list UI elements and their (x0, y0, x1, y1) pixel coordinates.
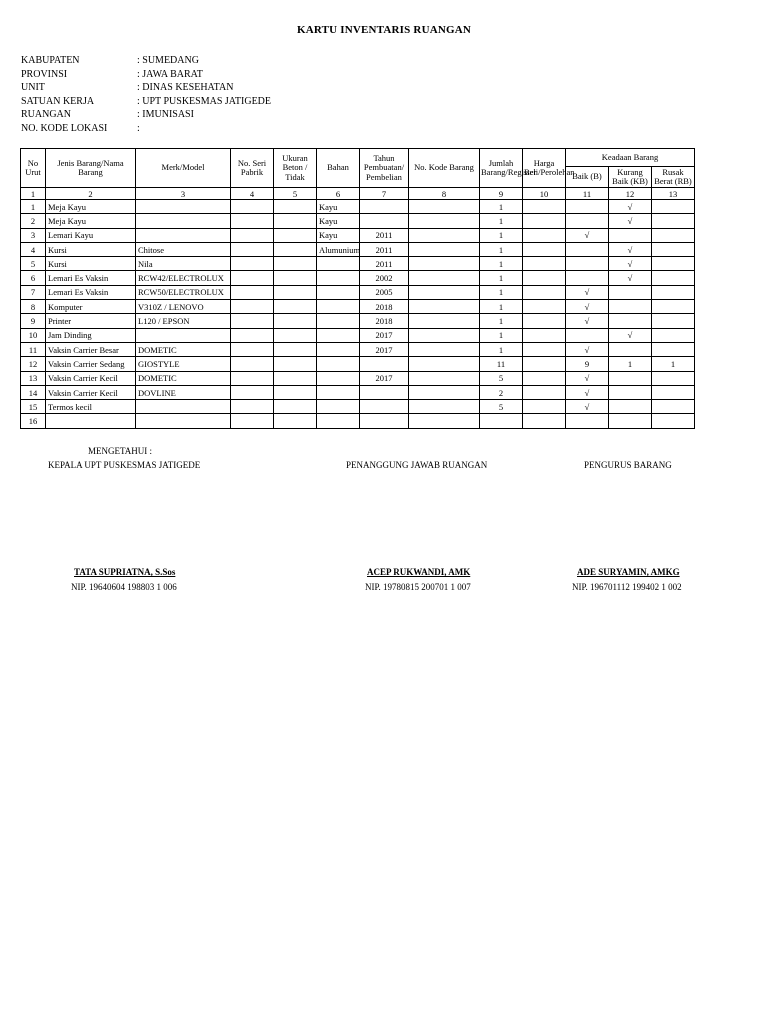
column-number-cell: 3 (136, 188, 231, 200)
table-cell (409, 357, 480, 371)
table-cell (523, 242, 566, 256)
table-cell (231, 300, 274, 314)
table-cell (360, 357, 409, 371)
table-cell: 1 (480, 214, 523, 228)
table-cell: Lemari Es Vaksin (46, 271, 136, 285)
table-cell (317, 257, 360, 271)
table-row (21, 200, 695, 214)
table-cell: Vaksin Carrier Kecil (46, 385, 136, 399)
table-cell: 10 (21, 328, 46, 342)
table-cell: 1 (480, 300, 523, 314)
info-row-kabupaten (21, 54, 271, 68)
table-cell: √ (566, 342, 609, 356)
info-label: PROVINSI (21, 68, 68, 80)
column-number-cell: 7 (360, 188, 409, 200)
table-cell (609, 300, 652, 314)
table-cell (566, 257, 609, 271)
column-number-cell: 2 (46, 188, 136, 200)
table-cell: 14 (21, 385, 46, 399)
table-cell (409, 314, 480, 328)
table-row (21, 242, 695, 256)
table-cell (523, 300, 566, 314)
table-cell: 1 (480, 314, 523, 328)
table-cell (609, 314, 652, 328)
table-cell: 1 (480, 257, 523, 271)
table-cell: Kayu (317, 214, 360, 228)
table-cell (566, 328, 609, 342)
info-value: : UPT PUSKESMAS JATIGEDE (137, 95, 272, 107)
table-cell (523, 228, 566, 242)
table-cell (274, 257, 317, 271)
table-cell (523, 414, 566, 428)
table-cell (274, 342, 317, 356)
table-cell (274, 271, 317, 285)
table-cell (317, 342, 360, 356)
table-cell (652, 228, 695, 242)
table-cell (274, 371, 317, 385)
table-cell: 2011 (360, 228, 409, 242)
info-label: KABUPATEN (21, 55, 80, 66)
table-cell (317, 314, 360, 328)
table-cell (652, 242, 695, 256)
column-number-cell: 6 (317, 188, 360, 200)
table-cell: L120 / EPSON (136, 314, 231, 328)
table-cell (274, 414, 317, 428)
table-cell: 12 (21, 357, 46, 371)
table-cell: 9 (21, 314, 46, 328)
table-cell (652, 300, 695, 314)
info-row-unit (21, 81, 271, 95)
left-signatory-nip: NIP. 19640604 198803 1 006 (71, 582, 177, 592)
table-cell: Printer (46, 314, 136, 328)
info-label: NO. KODE LOKASI (21, 122, 108, 134)
table-cell (652, 257, 695, 271)
table-cell: Komputer (46, 300, 136, 314)
table-cell: √ (609, 271, 652, 285)
table-cell: 9 (566, 357, 609, 371)
table-cell: √ (566, 314, 609, 328)
table-cell: 16 (21, 414, 46, 428)
table-cell: 11 (21, 342, 46, 356)
table-cell: √ (609, 214, 652, 228)
table-cell (652, 271, 695, 285)
table-cell (609, 385, 652, 399)
table-row (21, 214, 695, 228)
table-cell (231, 328, 274, 342)
right-signatory-title: PENGURUS BARANG (584, 460, 672, 470)
table-cell: Vaksin Carrier Kecil (46, 371, 136, 385)
table-cell: 2017 (360, 342, 409, 356)
column-number-cell: 8 (409, 188, 480, 200)
table-cell (409, 400, 480, 414)
table-cell (409, 385, 480, 399)
table-cell: Vaksin Carrier Sedang (46, 357, 136, 371)
table-cell: RCW42/ELECTROLUX (136, 271, 231, 285)
table-cell: √ (566, 371, 609, 385)
table-cell (274, 328, 317, 342)
table-cell (566, 414, 609, 428)
col-header-bahan: Bahan (317, 149, 360, 188)
left-signatory-title: KEPALA UPT PUSKESMAS JATIGEDE (48, 460, 201, 470)
table-cell: 1 (609, 357, 652, 371)
table-cell: 6 (21, 271, 46, 285)
col-header-seri: No. Seri Pabrik (231, 149, 274, 188)
info-value: : SUMEDANG (137, 55, 199, 66)
col-header-kurang-baik: Kurang Baik (KB) (609, 167, 652, 188)
column-number-cell: 9 (480, 188, 523, 200)
table-cell (652, 214, 695, 228)
column-number-cell: 10 (523, 188, 566, 200)
table-cell: RCW50/ELECTROLUX (136, 285, 231, 299)
table-cell: √ (566, 228, 609, 242)
table-cell (317, 328, 360, 342)
col-header-harga: Harga Beli/Perolehan (523, 149, 566, 188)
table-cell: 1 (652, 357, 695, 371)
table-cell: 1 (480, 285, 523, 299)
table-cell: 3 (21, 228, 46, 242)
table-cell (409, 285, 480, 299)
table-cell: 1 (480, 200, 523, 214)
table-cell (231, 314, 274, 328)
table-cell: DOMETIC (136, 371, 231, 385)
right-signatory-nip: NIP. 196701112 199402 1 002 (572, 582, 682, 592)
table-cell (409, 242, 480, 256)
table-cell: 2017 (360, 328, 409, 342)
table-cell (652, 285, 695, 299)
column-number-cell: 1 (21, 188, 46, 200)
table-cell (274, 228, 317, 242)
table-cell: 2005 (360, 285, 409, 299)
table-cell (136, 200, 231, 214)
table-cell (409, 328, 480, 342)
table-cell: 1 (480, 228, 523, 242)
inventory-table (20, 148, 695, 429)
table-cell: 8 (21, 300, 46, 314)
col-header-jumlah: Jumlah Barang/Register (480, 149, 523, 188)
table-cell (652, 314, 695, 328)
table-cell (136, 328, 231, 342)
table-cell: 7 (21, 285, 46, 299)
table-cell: DOVLINE (136, 385, 231, 399)
table-cell: √ (566, 300, 609, 314)
table-cell (46, 414, 136, 428)
table-cell: Alumunium (317, 242, 360, 256)
table-cell (566, 242, 609, 256)
table-cell: 2 (21, 214, 46, 228)
table-cell (231, 357, 274, 371)
column-number-cell: 13 (652, 188, 695, 200)
table-cell: Kursi (46, 242, 136, 256)
table-row (21, 257, 695, 271)
table-cell: Kayu (317, 200, 360, 214)
table-cell: 1 (21, 200, 46, 214)
table-cell: 2017 (360, 371, 409, 385)
table-cell (409, 371, 480, 385)
table-cell (523, 385, 566, 399)
table-row (21, 314, 695, 328)
table-cell: Lemari Es Vaksin (46, 285, 136, 299)
table-cell: Chitose (136, 242, 231, 256)
table-cell (274, 200, 317, 214)
table-row (21, 414, 695, 428)
table-cell: Termos kecil (46, 400, 136, 414)
table-cell (231, 200, 274, 214)
table-cell: 15 (21, 400, 46, 414)
col-header-no: No Urut (21, 149, 46, 188)
table-header-row (21, 149, 695, 167)
middle-signatory-title: PENANGGUNG JAWAB RUANGAN (346, 460, 488, 470)
table-cell: 2 (480, 385, 523, 399)
table-cell (274, 214, 317, 228)
table-cell (274, 242, 317, 256)
table-row (21, 300, 695, 314)
info-row-provinsi (21, 68, 271, 82)
middle-signatory-name: ACEP RUKWANDI, AMK (367, 567, 471, 577)
table-cell: V310Z / LENOVO (136, 300, 231, 314)
middle-signatory-nip: NIP. 19780815 200701 1 007 (365, 582, 471, 592)
table-row (21, 328, 695, 342)
table-cell (566, 200, 609, 214)
column-number-cell: 4 (231, 188, 274, 200)
table-cell (360, 400, 409, 414)
table-cell (609, 228, 652, 242)
table-cell (523, 357, 566, 371)
table-cell (652, 200, 695, 214)
table-cell (523, 200, 566, 214)
table-cell (609, 371, 652, 385)
table-cell: 1 (480, 271, 523, 285)
table-cell (274, 357, 317, 371)
right-signatory-name: ADE SURYAMIN, AMKG (577, 567, 680, 577)
table-cell: 5 (480, 400, 523, 414)
table-cell: √ (609, 328, 652, 342)
table-cell (609, 414, 652, 428)
info-row-satuan-kerja (21, 95, 271, 109)
table-cell (231, 414, 274, 428)
info-value: : IMUNISASI (137, 109, 194, 121)
table-cell (523, 371, 566, 385)
table-cell: √ (566, 285, 609, 299)
left-signatory-name: TATA SUPRIATNA, S.Sos (74, 567, 176, 577)
table-cell (231, 271, 274, 285)
info-label: RUANGAN (21, 109, 71, 121)
info-value: : JAWA BARAT (137, 68, 203, 80)
table-cell (360, 414, 409, 428)
table-cell (409, 257, 480, 271)
table-cell (409, 342, 480, 356)
table-row (21, 385, 695, 399)
table-cell: Meja Kayu (46, 200, 136, 214)
table-cell: 2011 (360, 257, 409, 271)
table-cell (609, 342, 652, 356)
col-header-keadaan: Keadaan Barang (566, 149, 695, 167)
column-number-cell: 12 (609, 188, 652, 200)
table-cell (409, 414, 480, 428)
table-cell (523, 214, 566, 228)
table-cell (274, 300, 317, 314)
info-value: : (137, 122, 140, 134)
table-cell (317, 385, 360, 399)
table-cell (231, 242, 274, 256)
table-cell (609, 400, 652, 414)
table-cell: Lemari Kayu (46, 228, 136, 242)
table-cell (136, 400, 231, 414)
table-cell (360, 214, 409, 228)
mengetahui-label: MENGETAHUI : (88, 446, 153, 456)
table-cell (409, 200, 480, 214)
table-cell (317, 371, 360, 385)
table-cell (317, 271, 360, 285)
table-cell (652, 342, 695, 356)
table-cell (360, 385, 409, 399)
info-value: : DINAS KESEHATAN (137, 82, 234, 94)
table-cell: 2011 (360, 242, 409, 256)
table-cell: Jam Dinding (46, 328, 136, 342)
column-number-cell: 5 (274, 188, 317, 200)
table-row (21, 400, 695, 414)
table-cell (523, 271, 566, 285)
table-cell (409, 300, 480, 314)
table-cell (231, 400, 274, 414)
info-row-ruangan (21, 108, 271, 122)
table-cell: 11 (480, 357, 523, 371)
table-cell (231, 214, 274, 228)
info-block (21, 54, 271, 136)
table-cell (523, 400, 566, 414)
table-cell (480, 414, 523, 428)
table-cell (317, 400, 360, 414)
table-cell (409, 271, 480, 285)
table-cell (652, 414, 695, 428)
table-cell: √ (566, 385, 609, 399)
info-label: SATUAN KERJA (21, 95, 95, 107)
column-number-row (21, 188, 695, 200)
table-cell (274, 285, 317, 299)
table-cell: Nila (136, 257, 231, 271)
table-cell (317, 285, 360, 299)
table-cell: 4 (21, 242, 46, 256)
col-header-tahun: Tahun Pembuatan/ Pembelian (360, 149, 409, 188)
table-cell (409, 214, 480, 228)
table-cell (317, 300, 360, 314)
table-cell: Kayu (317, 228, 360, 242)
table-row (21, 271, 695, 285)
table-cell (136, 214, 231, 228)
table-cell: 1 (480, 242, 523, 256)
table-cell: 13 (21, 371, 46, 385)
col-header-jenis: Jenis Barang/Nama Barang (46, 149, 136, 188)
table-cell (523, 285, 566, 299)
table-cell (231, 342, 274, 356)
table-cell: DOMETIC (136, 342, 231, 356)
table-row (21, 228, 695, 242)
table-cell: 2018 (360, 300, 409, 314)
table-cell: √ (609, 257, 652, 271)
table-cell (274, 314, 317, 328)
table-cell (652, 385, 695, 399)
info-row-kode-lokasi (21, 122, 271, 136)
table-row (21, 357, 695, 371)
table-cell: GIOSTYLE (136, 357, 231, 371)
table-cell: 5 (480, 371, 523, 385)
table-cell (409, 228, 480, 242)
table-cell (317, 414, 360, 428)
table-cell (523, 257, 566, 271)
table-cell: 1 (480, 342, 523, 356)
table-cell (317, 357, 360, 371)
table-cell (274, 385, 317, 399)
table-cell (231, 257, 274, 271)
table-cell (566, 214, 609, 228)
table-cell (231, 228, 274, 242)
table-cell: 2002 (360, 271, 409, 285)
table-cell: Vaksin Carrier Besar (46, 342, 136, 356)
table-cell: √ (609, 200, 652, 214)
table-row (21, 371, 695, 385)
col-header-merk: Merk/Model (136, 149, 231, 188)
col-header-rusak-berat: Rusak Berat (RB) (652, 167, 695, 188)
table-cell (566, 271, 609, 285)
table-cell (523, 328, 566, 342)
table-cell: Meja Kayu (46, 214, 136, 228)
table-row (21, 285, 695, 299)
table-cell (231, 285, 274, 299)
table-cell: √ (566, 400, 609, 414)
table-cell (609, 285, 652, 299)
info-label: UNIT (21, 82, 45, 94)
column-number-cell: 11 (566, 188, 609, 200)
table-cell: Kursi (46, 257, 136, 271)
table-cell: 2018 (360, 314, 409, 328)
col-header-baik: Baik (B) (566, 167, 609, 188)
table-cell (136, 414, 231, 428)
table-cell (231, 371, 274, 385)
table-cell (360, 200, 409, 214)
table-row (21, 342, 695, 356)
table-cell (652, 371, 695, 385)
table-cell (523, 342, 566, 356)
col-header-ukuran: Ukuran Beton / Tidak (274, 149, 317, 188)
table-cell (231, 385, 274, 399)
table-cell (652, 328, 695, 342)
document-title: KARTU INVENTARIS RUANGAN (296, 24, 472, 36)
table-cell (274, 400, 317, 414)
table-cell (652, 400, 695, 414)
table-cell: √ (609, 242, 652, 256)
table-cell: 1 (480, 328, 523, 342)
col-header-kode: No. Kode Barang (409, 149, 480, 188)
table-cell: 5 (21, 257, 46, 271)
table-cell (136, 228, 231, 242)
table-cell (523, 314, 566, 328)
